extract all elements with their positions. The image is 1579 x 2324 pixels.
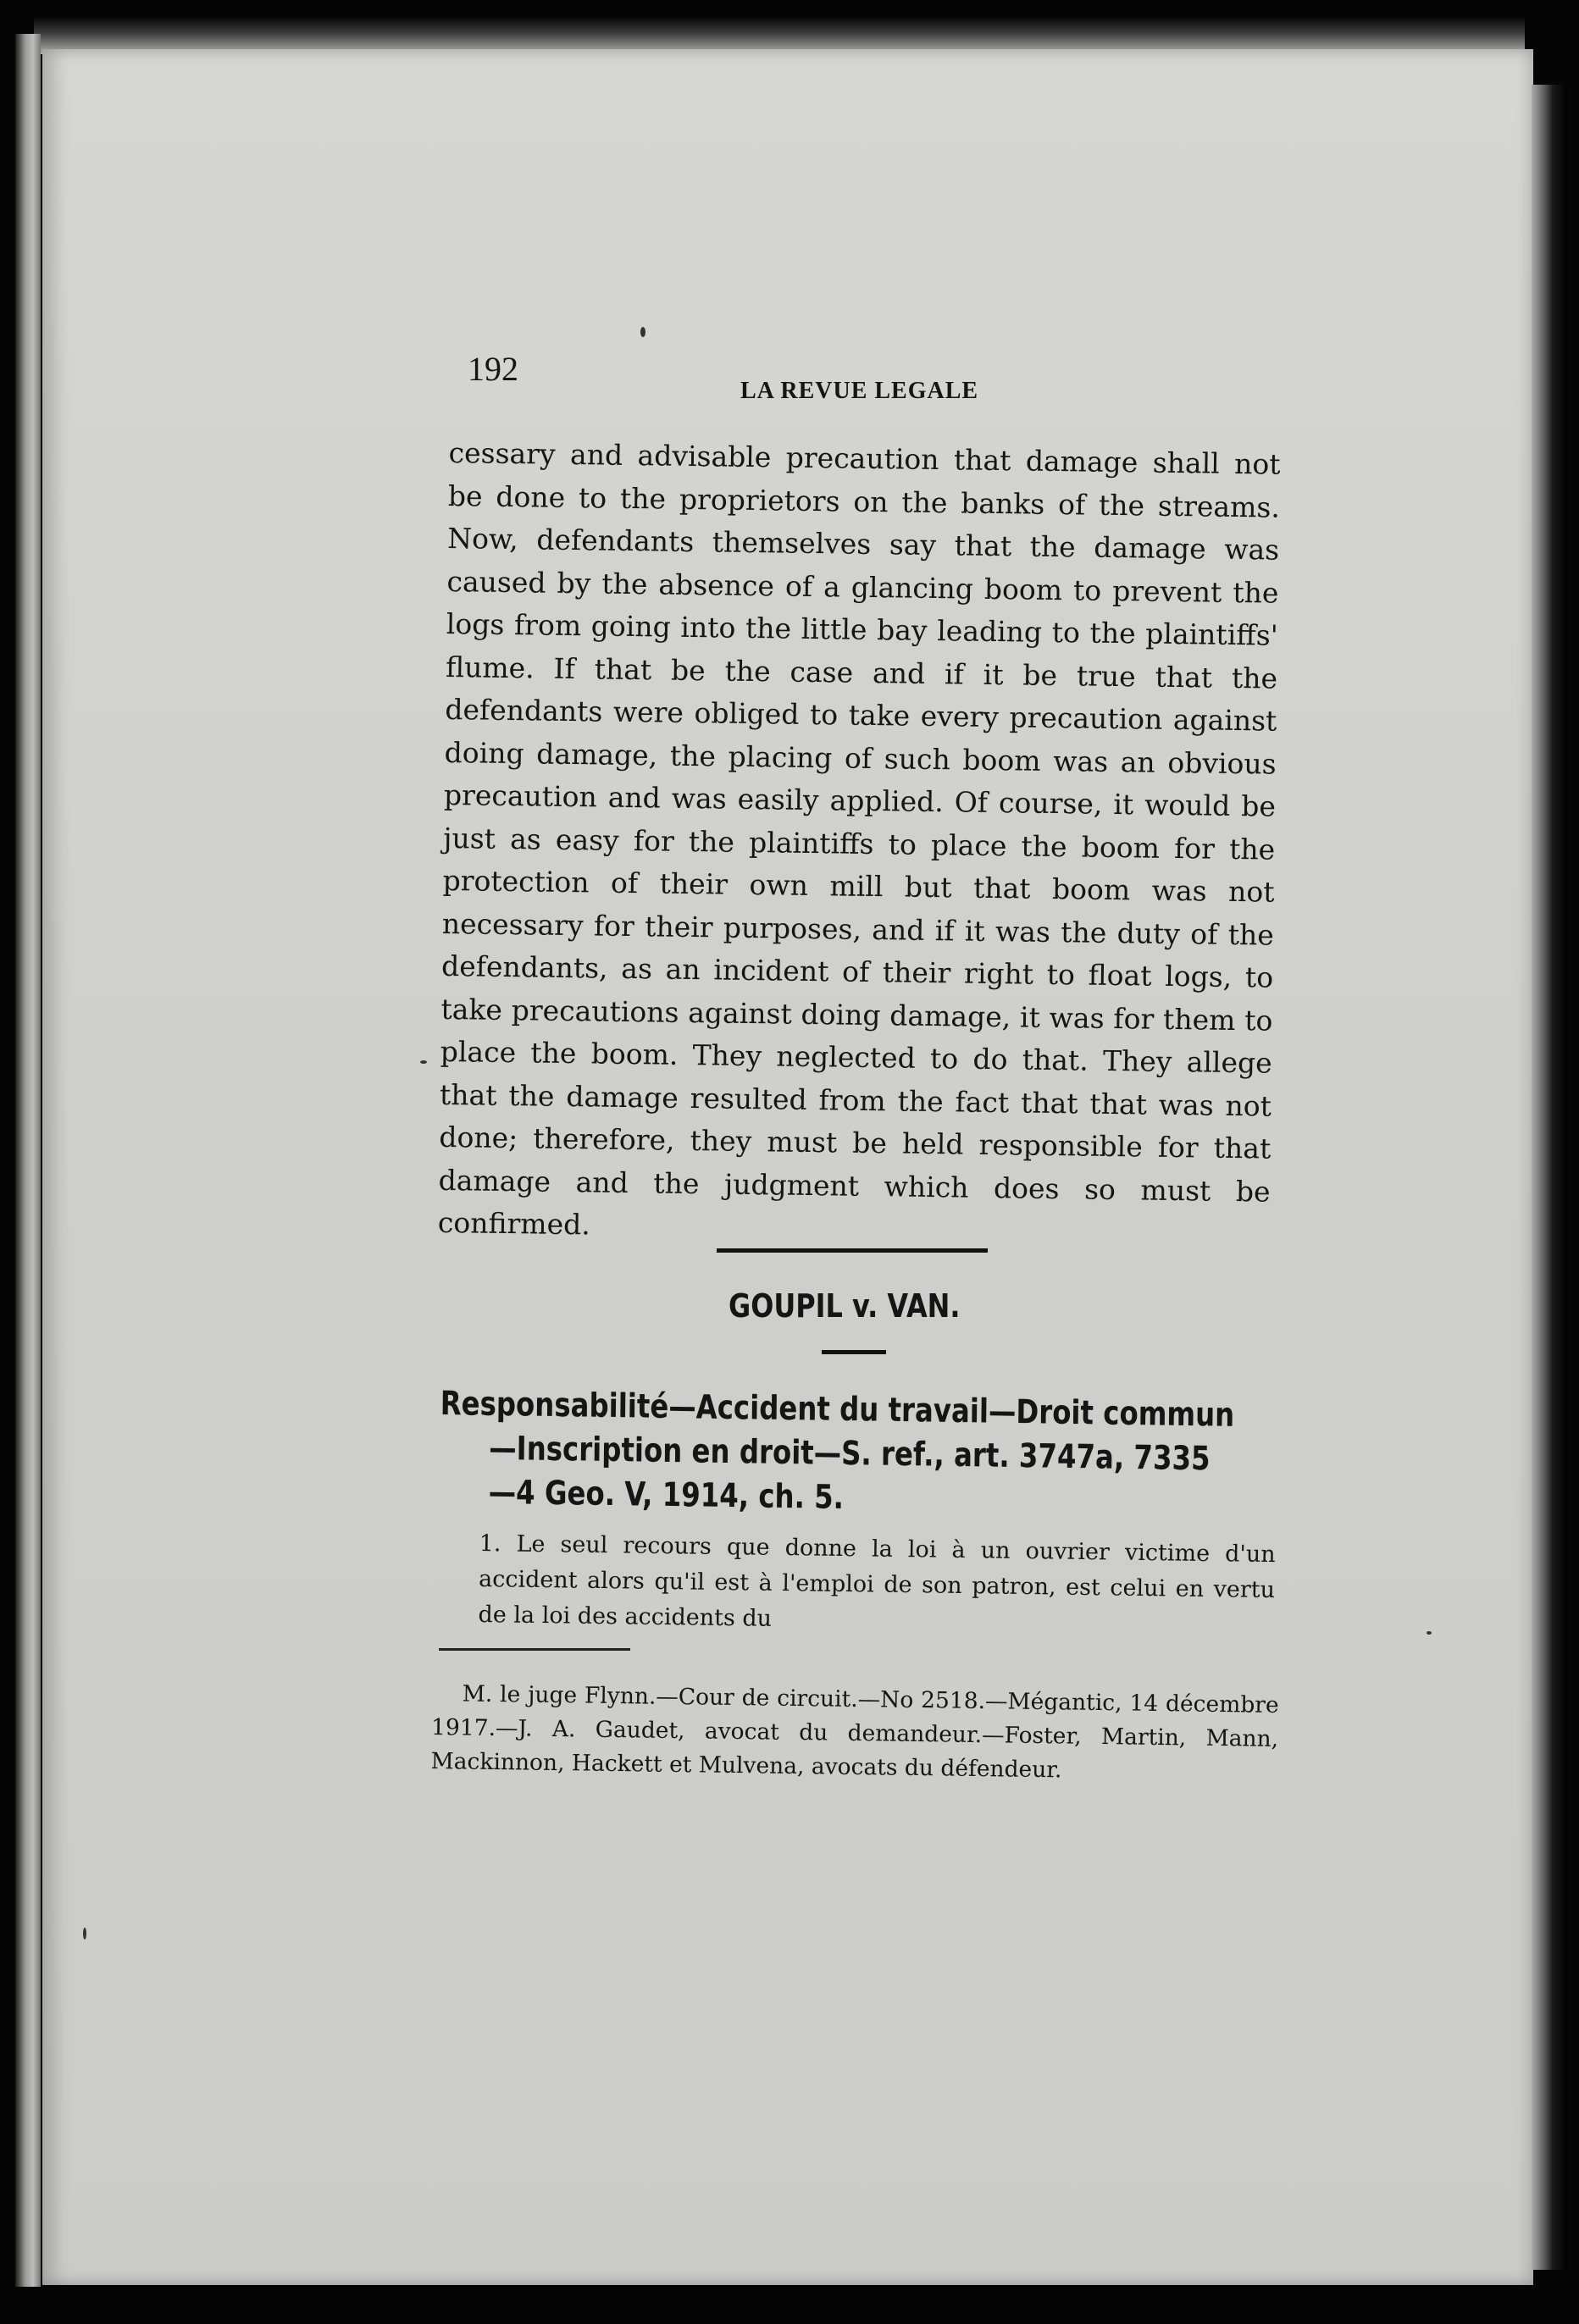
footnote — [430, 1677, 1279, 1790]
journal-title: LA REVUE LEGALE — [740, 378, 979, 404]
footnote-separator-rule — [439, 1648, 630, 1651]
title-underline-rule — [822, 1350, 886, 1354]
headnote-line: —4 Geo. V, 1914, ch. 5. — [488, 1473, 845, 1518]
section-divider-rule — [717, 1248, 988, 1253]
case-summary — [478, 1526, 1276, 1644]
body-paragraph-text: cessary and advisable precaution that damage shall not be done to the proprietors on the banks of the streams. Now, defendants themselves say that the damage was caused by the absence of a glancing boom to prevent the logs from going into the little bay leading to the plaintiffs' flume. If that be the case and if it be true that the defendants were obliged to take every precaution against doing damage, the placing of such boom was an obvious precaution and was easily applied. Of course, it would be just as easy for the plaintiffs to place the boom for the protection of their own mill but that boom was not necessary for their purposes, and if it was the duty of the defendants, as an incident of their right to float logs, to take precautions against doing damage, it was for them to place the boom. They neglected to do that. They allege that the damage resulted from the fact that that was not done; therefore, they must be held responsible for that damage and the judgment which does so must be confirmed. — [437, 435, 1281, 1242]
case-headnote — [439, 1382, 1284, 1527]
body-paragraph — [438, 432, 1281, 1256]
headnote-line: —Inscription en droit—S. ref., art. 3747a, 7335 — [489, 1429, 1211, 1479]
footnote-text: M. le juge Flynn.—Cour de circuit.—No 2518.—Mégantic, 14 décembre 1917.—J. A. Gaudet, avocat du demandeur.—Foster, Martin, Mann, Mackinnon, Hackett et Mulvena, avocats du défendeur. — [430, 1680, 1279, 1784]
case-title: GOUPIL v. VAN. — [729, 1287, 961, 1325]
summary-point: 1. Le seul recours que donne la loi à un ouvrier victime d'un accident alors qu'il est à l'emploi de son patron, est celui en vertu de la loi des accidents du — [478, 1530, 1276, 1632]
page-number: 192 — [468, 350, 518, 388]
headnote-line: Responsabilité—Accident du travail—Droit commun — [440, 1384, 1235, 1435]
